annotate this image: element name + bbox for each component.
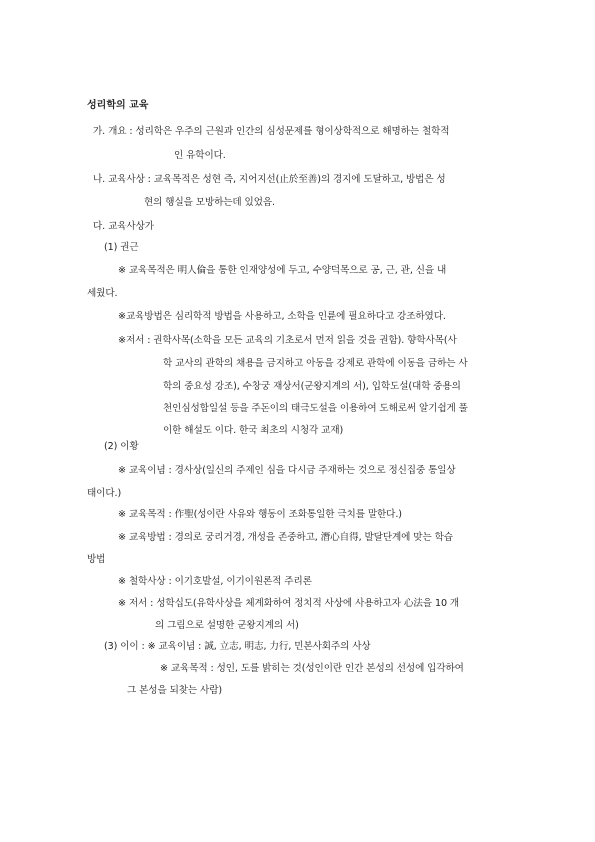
paragraph-line: ※ 저서 : 성학십도(유학사상을 체계화하여 정치적 사상에 사용하고자 心法을 10 개 bbox=[118, 598, 460, 609]
paragraph-line: ※교육방법은 심리학적 방법을 사용하고, 소학을 인륜에 필요하다고 강조하였다. bbox=[118, 311, 446, 322]
paragraph-line: 태이다.) bbox=[87, 488, 122, 499]
section-heading: (2) 이황 bbox=[104, 441, 139, 452]
paragraph-line: ※ 교육목적 : 作聖(성이란 사유와 행동이 조화통일한 극치를 말한다.) bbox=[118, 509, 402, 520]
paragraph-line: 학의 중요성 강조), 수창궁 재상서(군왕지계의 서), 입학도설(대학 중용의 bbox=[163, 381, 461, 392]
paragraph-line: ※ 교육목적 : 성인, 도를 밝히는 것(성인이란 인간 본성의 선성에 입각하여 bbox=[160, 663, 464, 674]
section-heading: (1) 권근 bbox=[104, 242, 139, 253]
paragraph-line: 의 그림으로 설명한 군왕지계의 서) bbox=[155, 620, 299, 631]
paragraph-line: 그 본성을 되찾는 사람) bbox=[127, 685, 222, 696]
paragraph-line: 인 유학이다. bbox=[174, 150, 226, 161]
paragraph-line: 천인심성합일설 등을 주돈이의 태극도설을 이용하여 도해로써 알기쉽게 풀 bbox=[163, 403, 468, 414]
document-title: 성리학의 교육 bbox=[87, 100, 149, 111]
paragraph-line: 방법 bbox=[87, 554, 106, 565]
paragraph-line: 나. 교육사상 : 교육목적은 성현 즉, 지어지선(止於至善)의 경지에 도달하고, 방법은 성 bbox=[93, 174, 446, 185]
paragraph-line: 현의 행실을 모방하는데 있었음. bbox=[144, 197, 275, 208]
paragraph-line: 학 교사의 관학의 채용을 금지하고 아동을 강제로 관학에 이동을 금하는 사 bbox=[163, 358, 468, 369]
paragraph-line: ※ 교육이념 : 경사상(일신의 주제인 심을 다시금 주재하는 것으로 정신집중 통일상 bbox=[118, 465, 456, 476]
paragraph-line: ※저서 : 권학사목(소학을 모든 교육의 기초로서 먼저 읽을 것을 권함). 향학사목(사 bbox=[118, 335, 457, 346]
paragraph-line: 세웠다. bbox=[87, 288, 118, 299]
section-heading: (3) 이이 : ※ 교육이념 : 誠, 立志, 明志, 力行, 민본사회주의 사상 bbox=[104, 641, 371, 652]
paragraph-line: 다. 교육사상가 bbox=[93, 221, 154, 232]
paragraph-line: 가. 개요 : 성리학은 우주의 근원과 인간의 심성문제를 형이상학적으로 해명하는 철학적 bbox=[93, 126, 450, 137]
paragraph-line: ※ 교육목적은 明人倫을 통한 인재양성에 두고, 수양덕목으로 공, 근, 관, 신을 내 bbox=[118, 265, 447, 276]
paragraph-line: ※ 철학사상 : 이기호발설, 이기이원론적 주리론 bbox=[118, 576, 312, 587]
paragraph-line: ※ 교육방법 : 경의로 궁리거경, 개성을 존중하고, 潛心自得, 발달단계에 맞는 학습 bbox=[118, 532, 453, 543]
paragraph-line: 이한 해설도 이다. 한국 최초의 시청각 교재) bbox=[163, 425, 344, 436]
